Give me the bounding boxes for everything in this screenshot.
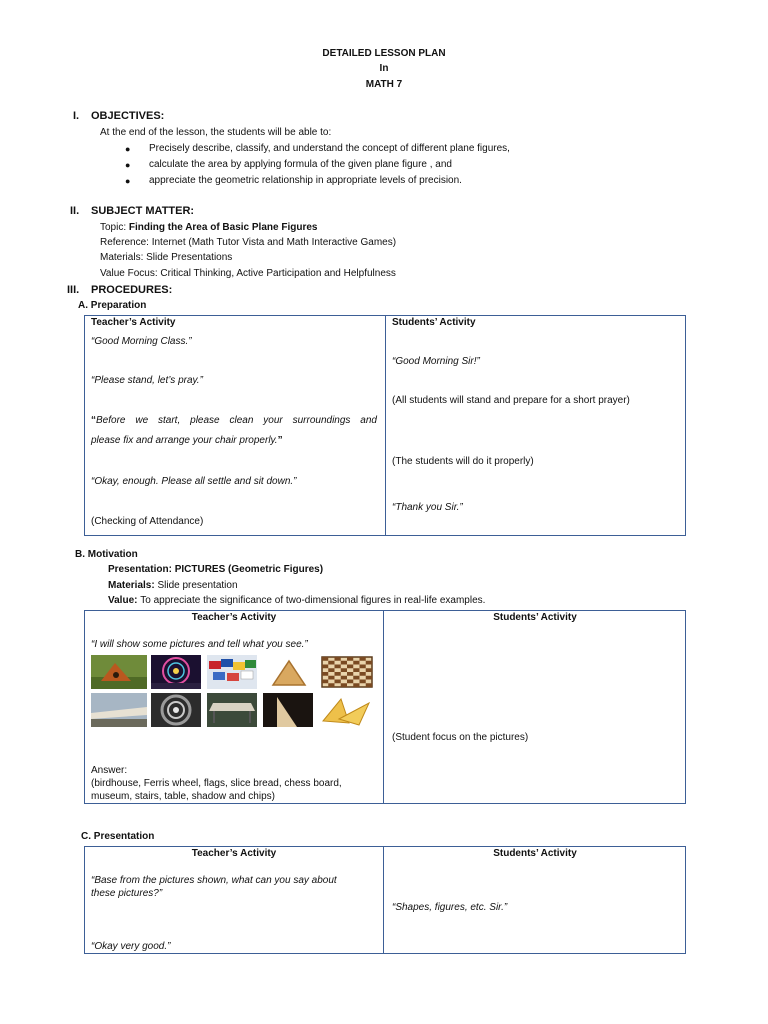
motivation-presentation — [108, 564, 323, 575]
teacher-line: “Okay very good.” — [91, 941, 171, 952]
subject-numeral: II. — [70, 205, 80, 217]
teacher-line: “Good Morning Class.” — [91, 336, 192, 347]
students-activity-header: Students’ Activity — [493, 612, 577, 623]
student-line: (The students will do it properly) — [392, 456, 534, 467]
teacher-line — [91, 415, 377, 426]
materials-label: Materials: — [108, 580, 158, 591]
teacher-line: “Okay, enough. Please all settle and sit down.” — [91, 476, 297, 487]
subject-materials: Materials: Slide Presentations — [100, 252, 233, 263]
subject-value-focus: Value Focus: Critical Thinking, Active Participation and Helpfulness — [100, 268, 396, 279]
topic-value: Finding the Area of Basic Plane Figures — [128, 222, 318, 233]
motivation-materials — [108, 580, 238, 591]
answer-line: museum, stairs, table, shadow and chips) — [91, 791, 275, 802]
doc-title-line2: In — [379, 63, 389, 74]
presentation-table — [84, 846, 686, 954]
objectives-intro: At the end of the lesson, the students will be able to: — [100, 127, 332, 138]
teacher-line-text: please fix and arrange your chair properly. — [91, 435, 278, 446]
student-line: “Shapes, figures, etc. Sir.” — [392, 902, 508, 913]
bullet-icon: ● — [125, 176, 131, 186]
objective-item: Precisely describe, classify, and understand the concept of different plane figures, — [149, 143, 510, 154]
teacher-activity-header: Teacher’s Activity — [191, 848, 277, 859]
teacher-line: “Please stand, let’s pray.” — [91, 375, 203, 386]
procedures-title: PROCEDURES: — [91, 284, 173, 296]
motivation-table — [84, 610, 686, 804]
teacher-line-text: Before we start, please clean your surroundings and — [96, 415, 377, 426]
answer-label: Answer: — [91, 765, 128, 776]
student-line: (All students will stand and prepare for a short prayer) — [392, 395, 630, 406]
bullet-icon: ● — [125, 160, 131, 170]
value-label: Value: — [108, 595, 141, 606]
preparation-heading: A. Preparation — [78, 300, 147, 311]
objectives-numeral: I. — [73, 110, 80, 122]
objective-item: appreciate the geometric relationship in appropriate levels of precision. — [149, 175, 462, 186]
ferris-wheel-picture — [151, 655, 201, 689]
student-line: “Thank you Sir.” — [392, 502, 463, 513]
answer-line: (birdhouse, Ferris wheel, flags, slice bread, chess board, — [91, 778, 342, 789]
shadow-picture — [263, 693, 313, 727]
teacher-line — [91, 435, 283, 446]
chips-picture — [319, 693, 375, 727]
teacher-line: “Base from the pictures shown, what can you say about — [91, 875, 337, 886]
table-picture — [207, 693, 257, 727]
materials-value: Slide presentation — [157, 580, 238, 591]
column-divider — [385, 316, 386, 535]
teacher-line: “I will show some pictures and tell what you see.” — [91, 639, 308, 650]
teacher-activity-header: Teacher’s Activity — [191, 612, 277, 623]
subject-topic — [100, 222, 317, 233]
subject-reference: Reference: Internet (Math Tutor Vista and Math Interactive Games) — [100, 237, 397, 248]
students-activity-header: Students’ Activity — [493, 848, 577, 859]
bullet-icon: ● — [125, 144, 131, 154]
flags-picture — [207, 655, 257, 689]
motivation-value — [108, 595, 485, 606]
column-divider — [383, 847, 384, 953]
objectives-title: OBJECTIVES: — [91, 110, 165, 122]
topic-label: Topic: — [100, 222, 129, 233]
value-value: To appreciate the significance of two-dimensional figures in real-life examples. — [140, 595, 486, 606]
presentation-label: Presentation: — [108, 564, 175, 575]
students-activity-header: Students’ Activity — [392, 317, 476, 328]
stairs-picture — [151, 693, 201, 727]
column-divider — [383, 611, 384, 803]
student-line: “Good Morning Sir!” — [392, 356, 480, 367]
motivation-heading: B. Motivation — [75, 549, 138, 560]
student-line: (Student focus on the pictures) — [392, 732, 529, 743]
objective-item: calculate the area by applying formula of the given plane figure , and — [149, 159, 452, 170]
preparation-table — [84, 315, 686, 536]
doc-title-line3: MATH 7 — [365, 79, 403, 90]
close-quote: ” — [277, 435, 283, 446]
teacher-line: (Checking of Attendance) — [91, 516, 204, 527]
presentation-heading: C. Presentation — [81, 831, 155, 842]
doc-title-line1: DETAILED LESSON PLAN — [322, 48, 446, 59]
procedures-numeral: III. — [67, 284, 80, 296]
birdhouse-picture — [91, 655, 147, 689]
subject-title: SUBJECT MATTER: — [91, 205, 195, 217]
chess-board-picture — [319, 655, 375, 689]
presentation-value: PICTURES (Geometric Figures) — [174, 564, 324, 575]
museum-picture — [91, 693, 147, 727]
bread-slice-picture — [263, 655, 313, 689]
open-quote: “ — [91, 415, 96, 426]
teacher-line: these pictures?” — [91, 888, 163, 899]
teacher-activity-header: Teacher’s Activity — [91, 317, 176, 328]
